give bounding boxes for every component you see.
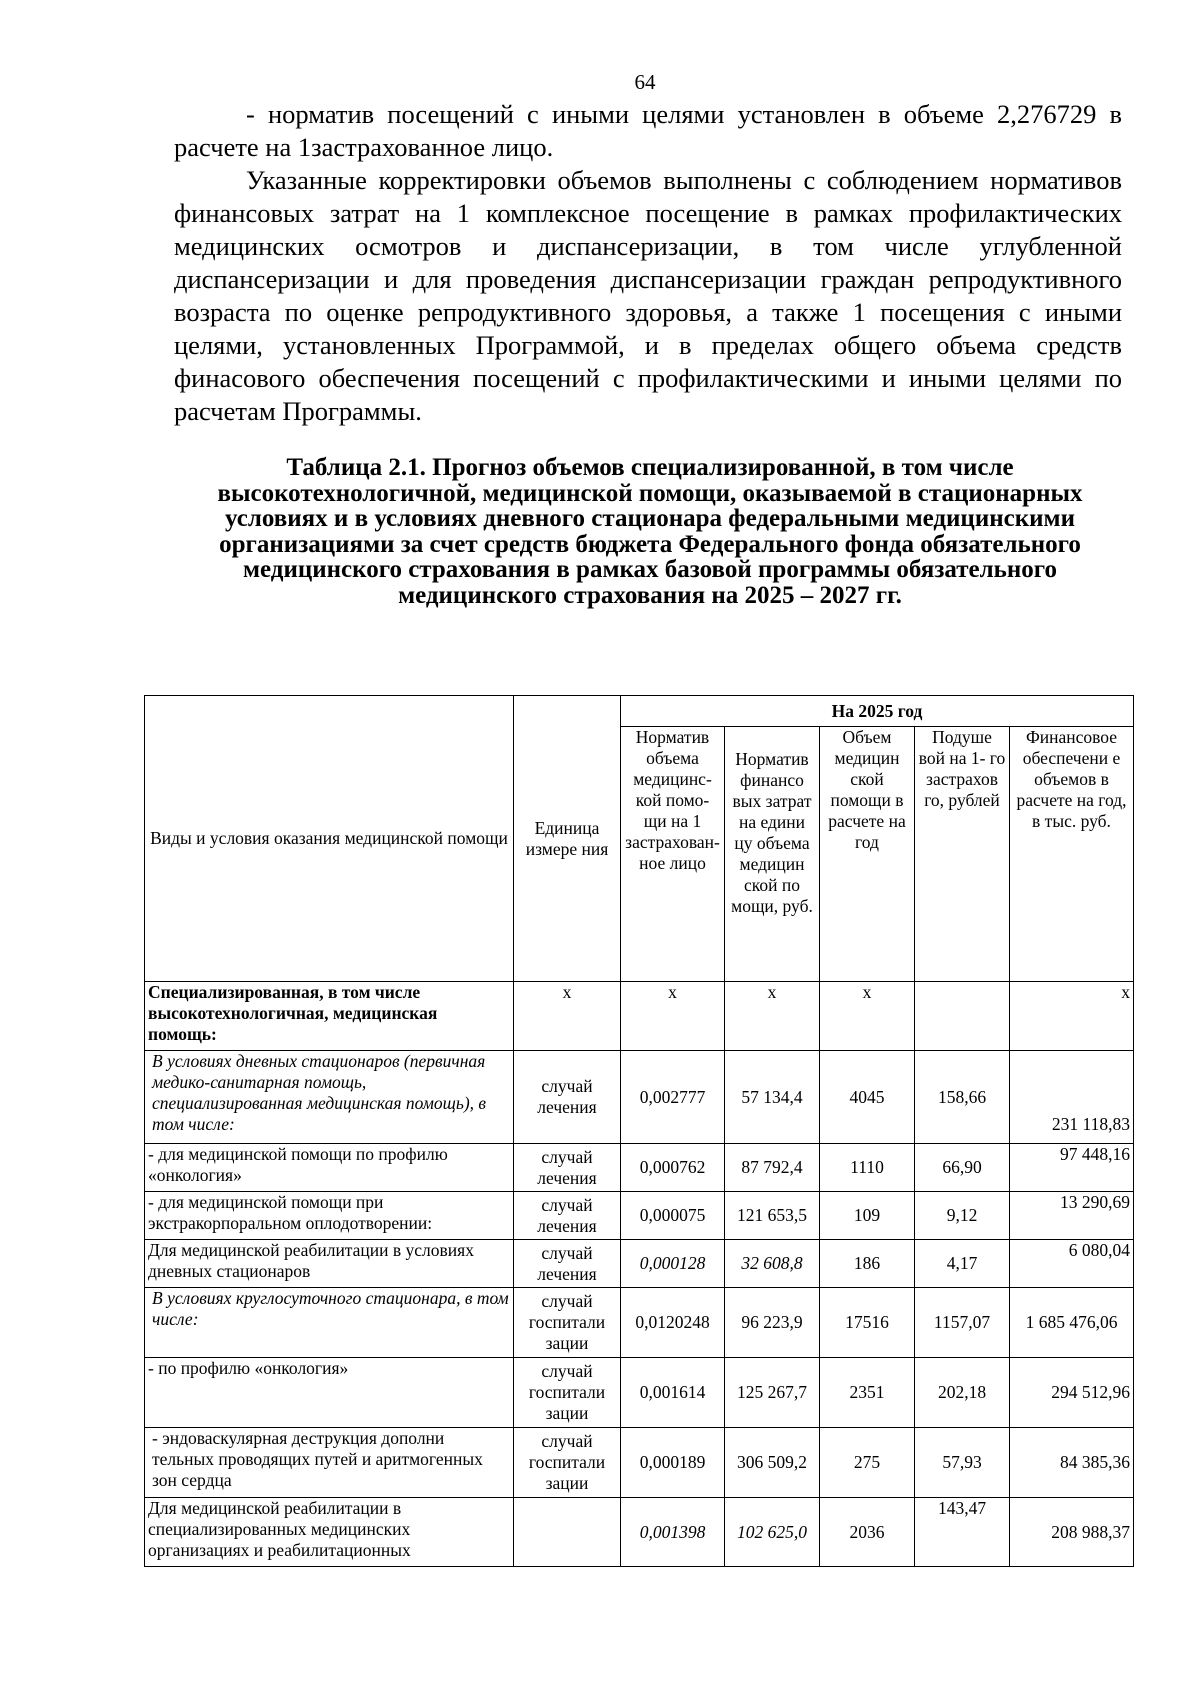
row-financing: 84 385,36 <box>1010 1428 1134 1498</box>
row-per-capita: 9,12 <box>915 1192 1010 1240</box>
row-norm-volume: 0,000075 <box>621 1192 725 1240</box>
row-financing: 97 448,16 <box>1010 1144 1134 1192</box>
row-norm-volume: 0,0120248 <box>621 1288 725 1358</box>
row-per-capita: 143,47 <box>915 1498 1010 1567</box>
table-row <box>145 1498 1134 1567</box>
row-norm-cost: 102 625,0 <box>725 1498 820 1567</box>
row-unit: случай лечения <box>514 1192 621 1240</box>
row-per-capita: 57,93 <box>915 1428 1010 1498</box>
row-financing: 208 988,37 <box>1010 1498 1134 1567</box>
row-kind: - по профилю «онкология» <box>145 1358 514 1428</box>
row-unit: случай госпитали зации <box>514 1288 621 1358</box>
row-unit <box>514 1498 621 1567</box>
header-per-capita: Подуше вой на 1- го застрахов го, рублей <box>915 727 1010 982</box>
row-norm-volume: х <box>621 982 725 1051</box>
row-volume: 186 <box>820 1240 915 1288</box>
row-volume: 2036 <box>820 1498 915 1567</box>
forecast-table <box>144 695 1134 1567</box>
row-norm-cost: 121 653,5 <box>725 1192 820 1240</box>
row-norm-cost: 57 134,4 <box>725 1051 820 1144</box>
row-norm-volume: 0,000128 <box>621 1240 725 1288</box>
row-volume: 109 <box>820 1192 915 1240</box>
paragraph-norm-visits: - норматив посещений с иными целями установлен в объеме 2,276729 в расчете на 1застрахованное лицо. <box>174 99 1122 162</box>
header-kind: Виды и условия оказания медицинской помощи <box>145 696 514 982</box>
row-unit: случай лечения <box>514 1051 621 1144</box>
paragraph-adjustments: Указанные корректировки объемов выполнены с соблюдением нормативов финансовых затрат на 1 комплексное посещение в рамках профилактических медицинских осмотров и диспансеризации, в том числе углубленной диспансеризации и для проведения диспансеризации граждан репродуктивного возраста по оценке репродуктивного здоровья, а также 1 посещения с иными целями, установленных Программой, и в пределах общего объема средств финасового обеспечения посещений с профилактическими и иными целями по расчетам Программы. <box>174 165 1122 426</box>
header-period: На 2025 год <box>621 696 1134 727</box>
table-header-row-period <box>145 696 1134 727</box>
row-norm-cost: 87 792,4 <box>725 1144 820 1192</box>
table-row <box>145 1288 1134 1358</box>
table-row <box>145 1144 1134 1192</box>
row-kind: В условиях дневных стационаров (первичная медико-санитарная помощь, специализированная медицинская помощь), в том числе: <box>145 1051 514 1144</box>
table-row <box>145 1051 1134 1144</box>
row-norm-cost: 306 509,2 <box>725 1428 820 1498</box>
header-unit: Единица измере ния <box>514 696 621 982</box>
row-volume: 17516 <box>820 1288 915 1358</box>
body-text <box>174 98 1122 428</box>
row-norm-volume: 0,000762 <box>621 1144 725 1192</box>
row-kind: - эндоваскулярная деструкция дополни тельных проводящих путей и аритмогенных зон сердца <box>145 1428 514 1498</box>
row-unit: случай госпитали зации <box>514 1428 621 1498</box>
row-norm-cost: х <box>725 982 820 1051</box>
row-kind: - для медицинской помощи при экстракорпоральном оплодотворении: <box>145 1192 514 1240</box>
row-unit: случай лечения <box>514 1144 621 1192</box>
row-norm-volume: 0,001614 <box>621 1358 725 1428</box>
row-volume: 275 <box>820 1428 915 1498</box>
table-row <box>145 1192 1134 1240</box>
row-financing: 6 080,04 <box>1010 1240 1134 1288</box>
row-volume: 2351 <box>820 1358 915 1428</box>
header-norm-volume: Норматив объема медицинс- кой помо- щи на 1 застрахован- ное лицо <box>621 727 725 982</box>
row-norm-cost: 32 608,8 <box>725 1240 820 1288</box>
row-financing: х <box>1010 982 1134 1051</box>
table-row <box>145 1428 1134 1498</box>
row-norm-cost: 125 267,7 <box>725 1358 820 1428</box>
table-title: Таблица 2.1. Прогноз объемов специализированной, в том числе высокотехнологичной, медицинской помощи, оказываемой в стационарных условиях и в условиях дневного стационара федеральными медицинскими организациями за счет средств бюджета Федерального фонда обязательного медицинского страхования в рамках базовой программы обязательного медицинского страхования на 2025 – 2027 гг. <box>217 454 1083 609</box>
row-per-capita: 1157,07 <box>915 1288 1010 1358</box>
header-financing: Финансовое обеспечени е объемов в расчете на год, в тыс. руб. <box>1010 727 1134 982</box>
table-row <box>145 982 1134 1051</box>
row-per-capita <box>915 982 1010 1051</box>
row-kind: - для медицинской помощи по профилю «онкология» <box>145 1144 514 1192</box>
row-kind: Специализированная, в том числе высокотехнологичная, медицинская помощь: <box>145 982 514 1051</box>
row-volume: 4045 <box>820 1051 915 1144</box>
header-norm-cost: Норматив финансо вых затрат на едини цу объема медицин ской по мощи, руб. <box>725 727 820 982</box>
row-per-capita: 158,66 <box>915 1051 1010 1144</box>
table-row <box>145 1358 1134 1428</box>
row-per-capita: 4,17 <box>915 1240 1010 1288</box>
row-norm-volume: 0,002777 <box>621 1051 725 1144</box>
row-volume: х <box>820 982 915 1051</box>
row-unit: случай лечения <box>514 1240 621 1288</box>
row-per-capita: 202,18 <box>915 1358 1010 1428</box>
row-financing: 13 290,69 <box>1010 1192 1134 1240</box>
row-financing: 1 685 476,06 <box>1010 1288 1134 1358</box>
row-unit: х <box>514 982 621 1051</box>
header-volume: Объем медицин ской помощи в расчете на год <box>820 727 915 982</box>
row-norm-volume: 0,000189 <box>621 1428 725 1498</box>
row-per-capita: 66,90 <box>915 1144 1010 1192</box>
row-kind: В условиях круглосуточного стационара, в том числе: <box>145 1288 514 1358</box>
table-row <box>145 1240 1134 1288</box>
page-number: 64 <box>634 70 656 94</box>
row-unit: случай госпитали зации <box>514 1358 621 1428</box>
row-financing: 294 512,96 <box>1010 1358 1134 1428</box>
row-volume: 1110 <box>820 1144 915 1192</box>
row-financing: 231 118,83 <box>1010 1051 1134 1144</box>
row-kind: Для медицинской реабилитации в условиях дневных стационаров <box>145 1240 514 1288</box>
row-norm-cost: 96 223,9 <box>725 1288 820 1358</box>
row-kind: Для медицинской реабилитации в специализированных медицинских организациях и реабилитационных <box>145 1498 514 1567</box>
row-norm-volume: 0,001398 <box>621 1498 725 1567</box>
